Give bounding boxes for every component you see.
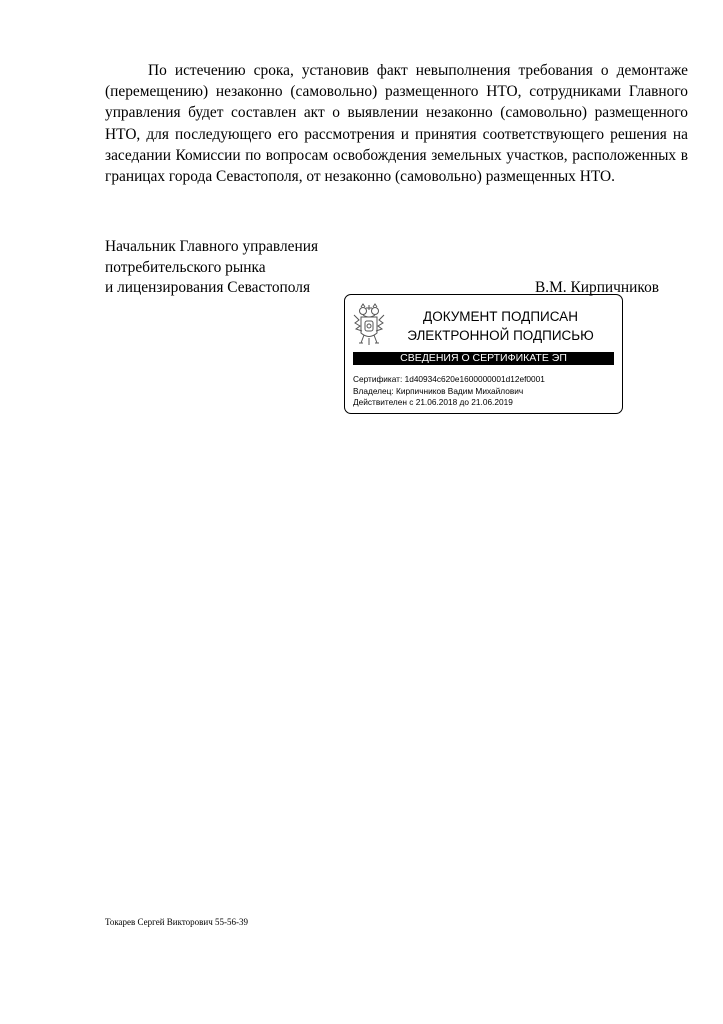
stamp-title-line-2: ЭЛЕКТРОННОЙ ПОДПИСЬЮ — [407, 328, 594, 343]
stamp-title — [385, 307, 616, 345]
certificate-owner: Владелец: Кирпичников Вадим Михайлович — [353, 385, 524, 396]
electronic-signature-stamp — [344, 294, 623, 414]
stamp-title-line-1: ДОКУМЕНТ ПОДПИСАН — [423, 309, 578, 324]
certificate-validity: Действителен с 21.06.2018 до 21.06.2019 — [353, 397, 513, 407]
signatory-title-line-3: и лицензирования Севастополя — [105, 279, 311, 296]
certificate-number: Сертификат: 1d40934c620e1600000001d12ef0001 — [353, 374, 545, 384]
signatory-title-line-1: Начальник Главного управления — [105, 238, 319, 255]
signatory-title-line-2: потребительского рынка — [105, 258, 266, 276]
executor-contact: Токарев Сергей Викторович 55-56-39 — [105, 917, 249, 927]
coat-of-arms-icon — [351, 303, 387, 347]
certificate-details — [353, 374, 545, 409]
signer-name: В.М. Кирпичников — [535, 279, 660, 296]
certificate-info-bar: СВЕДЕНИЯ О СЕРТИФИКАТЕ ЭП — [353, 352, 614, 365]
signatory-title — [105, 237, 318, 299]
body-paragraph: По истечению срока, установив факт невыполнения требования о демонтаже (перемещению) незаконно (самовольно) размещенного НТО, сотрудниками Главного управления будет составлен акт о выявлении незаконно (самовольно) размещенного НТО, для последующего его рассмотрения и принятия соответствующего решения на заседании Комиссии по вопросам освобождения земельных участков, расположенных в границах города Севастополя, от незаконно (самовольно) размещенных НТО. — [105, 62, 688, 186]
